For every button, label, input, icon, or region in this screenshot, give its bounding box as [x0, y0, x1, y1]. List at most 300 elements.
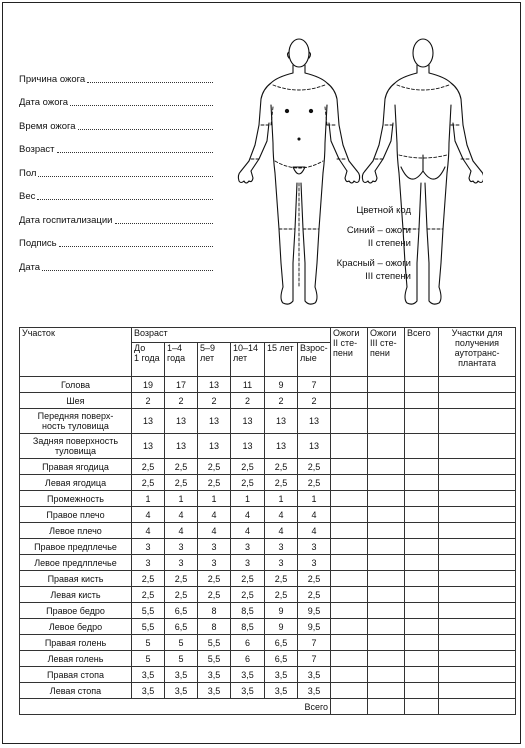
form-field[interactable] — [19, 85, 213, 109]
form-sheet — [2, 2, 521, 744]
entry-cell[interactable] — [405, 683, 439, 699]
entry-cell[interactable] — [331, 603, 368, 619]
zone-cell — [20, 667, 132, 683]
percent-cell: 2,5 — [265, 587, 298, 603]
zone-label: туловища — [54, 446, 97, 456]
percent-cell: 4 — [265, 507, 298, 523]
header-line: 1–4 — [167, 343, 183, 353]
form-field-label: Дата — [19, 261, 41, 273]
age-group-header — [198, 343, 231, 377]
entry-cell[interactable] — [405, 377, 439, 393]
percent-cell: 3,5 — [298, 683, 331, 699]
table-row — [20, 539, 516, 555]
entry-cell[interactable] — [439, 393, 516, 409]
table-row — [20, 459, 516, 475]
percent-cell: 9 — [265, 603, 298, 619]
percent-cell: 6 — [231, 635, 265, 651]
form-field-label: Подпись — [19, 238, 57, 249]
entry-cell[interactable] — [405, 507, 439, 523]
header-line: Ожоги — [370, 328, 397, 338]
table-row — [20, 555, 516, 571]
percent-cell: 13 — [165, 434, 198, 459]
entry-cell[interactable] — [331, 377, 368, 393]
entry-cell[interactable] — [331, 459, 368, 475]
zone-cell — [20, 555, 132, 571]
form-field-label: Дата ожога — [19, 97, 69, 108]
percent-cell: 4 — [298, 507, 331, 523]
percent-cell: 13 — [198, 377, 231, 393]
percent-cell: 9,5 — [298, 603, 331, 619]
entry-cell[interactable] — [331, 619, 368, 635]
table-row — [20, 683, 516, 699]
percent-cell: 2,5 — [298, 459, 331, 475]
header-line: лет — [200, 353, 215, 363]
zone-label: Голова — [60, 379, 91, 390]
entry-cell[interactable] — [405, 459, 439, 475]
percent-cell: 5 — [132, 635, 165, 651]
entry-cell[interactable] — [405, 393, 439, 409]
entry-cell[interactable] — [405, 587, 439, 603]
age-group-header — [231, 343, 265, 377]
entry-cell[interactable] — [405, 651, 439, 667]
entry-cell[interactable] — [331, 635, 368, 651]
entry-cell[interactable] — [439, 459, 516, 475]
form-field[interactable] — [19, 132, 213, 156]
percent-cell: 2,5 — [165, 459, 198, 475]
header-line: Участки для — [451, 328, 503, 338]
percent-cell: 8 — [198, 619, 231, 635]
zone-label: Левое предлплечье — [34, 557, 117, 568]
table-row — [20, 434, 516, 459]
percent-cell: 4 — [231, 523, 265, 539]
zone-cell — [20, 683, 132, 699]
entry-cell[interactable] — [439, 603, 516, 619]
entry-cell[interactable] — [439, 507, 516, 523]
percent-cell: 2 — [165, 393, 198, 409]
percent-cell: 4 — [198, 523, 231, 539]
legend-red-line-1: Красный – ожоги — [336, 258, 411, 269]
zone-label: Левое плечо — [49, 525, 102, 536]
entry-cell[interactable] — [368, 459, 405, 475]
percent-cell: 3 — [265, 539, 298, 555]
entry-cell[interactable] — [331, 571, 368, 587]
form-field-label: Время ожога — [19, 120, 76, 132]
form-field-blank[interactable] — [37, 198, 213, 200]
table-row — [20, 603, 516, 619]
percent-cell: 3,5 — [265, 683, 298, 699]
entry-cell[interactable] — [439, 475, 516, 491]
zone-label: Правая ягодица — [42, 461, 109, 472]
header-line: 10–14 — [233, 343, 259, 353]
patient-fields — [19, 61, 213, 273]
entry-cell[interactable] — [331, 491, 368, 507]
percent-cell: 5,5 — [198, 651, 231, 667]
entry-cell[interactable] — [405, 539, 439, 555]
zone-label: Правая голень — [44, 637, 107, 648]
header-line: 15 лет — [267, 343, 294, 353]
form-field-label: Дата госпитализации — [19, 214, 113, 226]
percent-cell: 6,5 — [165, 619, 198, 635]
percent-cell: 2,5 — [165, 587, 198, 603]
legend-blue-line-2: II степени — [367, 238, 411, 249]
age-group-header — [265, 343, 298, 377]
table-row — [20, 409, 516, 434]
entry-cell[interactable] — [331, 587, 368, 603]
percent-cell: 4 — [198, 507, 231, 523]
entry-cell[interactable] — [368, 619, 405, 635]
percent-cell: 2,5 — [265, 475, 298, 491]
percent-cell: 1 — [298, 491, 331, 507]
entry-cell[interactable] — [368, 571, 405, 587]
form-field-blank[interactable] — [87, 81, 213, 83]
total-header: Всего — [405, 328, 439, 377]
percent-cell: 2,5 — [198, 459, 231, 475]
entry-cell[interactable] — [368, 603, 405, 619]
percent-cell: 4 — [165, 523, 198, 539]
percent-cell: 4 — [165, 507, 198, 523]
zone-label: Задняя поверхность — [32, 436, 119, 446]
percent-cell: 13 — [132, 409, 165, 434]
zone-label: Передняя поверх- — [37, 411, 114, 421]
percent-cell: 4 — [231, 507, 265, 523]
percent-cell: 13 — [165, 409, 198, 434]
percent-cell: 2,5 — [231, 475, 265, 491]
form-field[interactable] — [19, 226, 213, 250]
zone-cell — [20, 539, 132, 555]
form-field-blank[interactable] — [78, 128, 213, 130]
entry-cell[interactable] — [439, 683, 516, 699]
form-field[interactable] — [19, 202, 213, 226]
percent-cell: 13 — [198, 434, 231, 459]
percent-cell: 1 — [265, 491, 298, 507]
percent-cell: 1 — [231, 491, 265, 507]
percent-cell: 3,5 — [165, 667, 198, 683]
percent-cell: 3 — [298, 539, 331, 555]
percent-cell: 6,5 — [265, 635, 298, 651]
percent-cell: 7 — [298, 651, 331, 667]
total-entry-cell[interactable] — [405, 699, 439, 715]
entry-cell[interactable] — [405, 475, 439, 491]
entry-cell[interactable] — [439, 491, 516, 507]
entry-cell[interactable] — [331, 539, 368, 555]
entry-cell[interactable] — [405, 571, 439, 587]
zone-label: Правое плечо — [46, 509, 105, 520]
percent-cell: 2,5 — [265, 459, 298, 475]
zone-label: Левая ягодица — [44, 477, 107, 488]
entry-cell[interactable] — [368, 683, 405, 699]
form-field-label: Пол — [19, 167, 37, 179]
header-line: аутотранс- — [454, 348, 500, 358]
percent-cell: 2,5 — [231, 459, 265, 475]
entry-cell[interactable] — [439, 539, 516, 555]
percent-cell: 2 — [198, 393, 231, 409]
percent-cell: 2,5 — [132, 571, 165, 587]
form-field-label: Причина ожога — [19, 73, 86, 85]
header-line: пени — [333, 348, 353, 358]
entry-cell[interactable] — [331, 555, 368, 571]
zone-label: Левая кисть — [50, 589, 101, 600]
percent-cell: 3 — [132, 555, 165, 571]
percent-cell: 11 — [231, 377, 265, 393]
entry-cell[interactable] — [368, 635, 405, 651]
form-field-blank[interactable] — [59, 245, 213, 247]
percent-cell: 2,5 — [298, 571, 331, 587]
zone-label: Левая стопа — [49, 685, 102, 696]
percent-cell: 2,5 — [132, 587, 165, 603]
header-line: пени — [370, 348, 390, 358]
header-line: 1 года — [134, 353, 160, 363]
percent-cell: 3 — [165, 539, 198, 555]
entry-cell[interactable] — [368, 491, 405, 507]
percent-cell: 3,5 — [165, 683, 198, 699]
entry-cell[interactable] — [331, 667, 368, 683]
entry-cell[interactable] — [331, 523, 368, 539]
percent-cell: 5 — [132, 651, 165, 667]
percent-cell: 3 — [132, 539, 165, 555]
zone-cell — [20, 491, 132, 507]
total-entry-cell[interactable] — [331, 699, 368, 715]
percent-cell: 13 — [231, 434, 265, 459]
form-field-blank[interactable] — [57, 151, 213, 153]
percent-cell: 2,5 — [231, 571, 265, 587]
header-line: До — [134, 343, 146, 353]
zone-cell — [20, 377, 132, 393]
entry-cell[interactable] — [439, 587, 516, 603]
percent-cell: 2,5 — [198, 475, 231, 491]
entry-cell[interactable] — [439, 434, 516, 459]
entry-cell[interactable] — [439, 651, 516, 667]
zone-cell — [20, 459, 132, 475]
burn-ii-header — [331, 328, 368, 377]
form-field-blank[interactable] — [38, 175, 213, 177]
percent-cell: 1 — [198, 491, 231, 507]
percent-cell: 3 — [198, 555, 231, 571]
zone-cell — [20, 651, 132, 667]
form-field[interactable] — [19, 179, 213, 203]
total-entry-cell[interactable] — [439, 699, 516, 715]
header-line: 5–9 — [200, 343, 216, 353]
zone-cell — [20, 393, 132, 409]
header-line: получения — [455, 338, 500, 348]
percent-cell: 9 — [265, 619, 298, 635]
entry-cell[interactable] — [439, 409, 516, 434]
entry-cell[interactable] — [439, 555, 516, 571]
percent-cell: 4 — [265, 523, 298, 539]
percent-cell: 3 — [231, 555, 265, 571]
percent-cell: 13 — [265, 409, 298, 434]
percent-cell: 13 — [298, 409, 331, 434]
entry-cell[interactable] — [368, 555, 405, 571]
entry-cell[interactable] — [405, 491, 439, 507]
table-row — [20, 523, 516, 539]
entry-cell[interactable] — [331, 475, 368, 491]
table-row — [20, 507, 516, 523]
entry-cell[interactable] — [368, 434, 405, 459]
zone-cell — [20, 507, 132, 523]
percent-cell: 2,5 — [198, 571, 231, 587]
zone-cell — [20, 571, 132, 587]
entry-cell[interactable] — [405, 523, 439, 539]
form-field[interactable] — [19, 155, 213, 179]
zone-cell — [20, 619, 132, 635]
percent-cell: 3 — [265, 555, 298, 571]
percent-cell: 3,5 — [198, 667, 231, 683]
entry-cell[interactable] — [405, 667, 439, 683]
entry-cell[interactable] — [405, 434, 439, 459]
entry-cell[interactable] — [405, 619, 439, 635]
entry-cell[interactable] — [331, 651, 368, 667]
form-field[interactable] — [19, 249, 213, 273]
zone-cell — [20, 409, 132, 434]
form-field-blank[interactable] — [70, 104, 213, 106]
entry-cell[interactable] — [331, 434, 368, 459]
percent-cell: 3,5 — [132, 667, 165, 683]
percent-cell: 7 — [298, 377, 331, 393]
zone-label: Правая стопа — [47, 669, 104, 680]
age-group-header — [132, 343, 165, 377]
form-field-blank[interactable] — [115, 222, 214, 224]
entry-cell[interactable] — [439, 523, 516, 539]
entry-cell[interactable] — [439, 635, 516, 651]
percent-cell: 3,5 — [198, 683, 231, 699]
percent-cell: 13 — [198, 409, 231, 434]
percent-cell: 3 — [198, 539, 231, 555]
entry-cell[interactable] — [368, 507, 405, 523]
table-row — [20, 393, 516, 409]
zone-cell — [20, 587, 132, 603]
entry-cell[interactable] — [368, 587, 405, 603]
entry-cell[interactable] — [368, 393, 405, 409]
entry-cell[interactable] — [439, 667, 516, 683]
percent-cell: 3,5 — [231, 667, 265, 683]
percent-cell: 13 — [298, 434, 331, 459]
percent-cell: 17 — [165, 377, 198, 393]
table-row — [20, 651, 516, 667]
zone-cell — [20, 475, 132, 491]
percent-cell: 5 — [165, 635, 198, 651]
form-field-label: Вес — [19, 191, 36, 202]
percent-cell: 2,5 — [165, 571, 198, 587]
percent-cell: 2 — [265, 393, 298, 409]
percent-cell: 2 — [298, 393, 331, 409]
percent-cell: 3 — [165, 555, 198, 571]
entry-cell[interactable] — [368, 651, 405, 667]
percent-cell: 8,5 — [231, 603, 265, 619]
percent-cell: 5,5 — [132, 603, 165, 619]
percent-cell: 4 — [132, 507, 165, 523]
percent-cell: 3,5 — [265, 667, 298, 683]
entry-cell[interactable] — [405, 635, 439, 651]
percent-cell: 3,5 — [132, 683, 165, 699]
entry-cell[interactable] — [331, 409, 368, 434]
age-header: Возраст — [132, 328, 331, 343]
percent-cell: 5 — [165, 651, 198, 667]
entry-cell[interactable] — [368, 539, 405, 555]
entry-cell[interactable] — [368, 409, 405, 434]
percent-cell: 2,5 — [298, 587, 331, 603]
percent-cell: 6 — [231, 651, 265, 667]
percent-cell: 2,5 — [298, 475, 331, 491]
percent-cell: 19 — [132, 377, 165, 393]
zone-label: Промежность — [47, 493, 104, 504]
entry-cell[interactable] — [439, 619, 516, 635]
form-field[interactable] — [19, 108, 213, 132]
entry-cell[interactable] — [405, 603, 439, 619]
form-field-blank[interactable] — [42, 269, 213, 271]
header-line: года — [167, 353, 186, 363]
entry-cell[interactable] — [405, 555, 439, 571]
percent-cell: 2 — [132, 393, 165, 409]
percent-cell: 8,5 — [231, 619, 265, 635]
percent-cell: 6,5 — [265, 651, 298, 667]
percent-cell: 2 — [231, 393, 265, 409]
table-row — [20, 571, 516, 587]
percent-cell: 3,5 — [298, 667, 331, 683]
zone-cell — [20, 635, 132, 651]
percent-cell: 9,5 — [298, 619, 331, 635]
percent-cell: 2,5 — [198, 587, 231, 603]
table-row — [20, 635, 516, 651]
graft-header — [439, 328, 516, 377]
entry-cell[interactable] — [331, 683, 368, 699]
header-line: Ожоги — [333, 328, 360, 338]
percent-cell: 3 — [231, 539, 265, 555]
entry-cell[interactable] — [368, 377, 405, 393]
legend-blue-line-1: Синий – ожоги — [346, 225, 411, 236]
header-line: III сте- — [370, 338, 397, 348]
percent-cell: 1 — [165, 491, 198, 507]
zone-label: Левое бедро — [48, 621, 103, 632]
percent-cell: 4 — [298, 523, 331, 539]
table-row — [20, 587, 516, 603]
table-row — [20, 619, 516, 635]
percent-cell: 5,5 — [132, 619, 165, 635]
entry-cell[interactable] — [368, 523, 405, 539]
zone-cell — [20, 603, 132, 619]
entry-cell[interactable] — [331, 393, 368, 409]
legend-title: Цветной код — [356, 205, 411, 216]
percent-cell: 4 — [132, 523, 165, 539]
percent-cell: 2,5 — [265, 571, 298, 587]
entry-cell[interactable] — [331, 507, 368, 523]
percent-cell: 3,5 — [231, 683, 265, 699]
percent-cell: 2,5 — [132, 475, 165, 491]
form-field-label: Возраст — [19, 144, 55, 155]
zone-label: Правая кисть — [47, 573, 104, 584]
total-entry-cell[interactable] — [368, 699, 405, 715]
percent-cell: 1 — [132, 491, 165, 507]
entry-cell[interactable] — [439, 377, 516, 393]
total-row — [20, 699, 516, 715]
table-row — [20, 667, 516, 683]
zone-header: Участок — [20, 328, 132, 377]
burn-iii-header — [368, 328, 405, 377]
header-line: лые — [300, 353, 317, 363]
entry-cell[interactable] — [368, 475, 405, 491]
entry-cell[interactable] — [405, 409, 439, 434]
zone-label: Правое бедро — [46, 605, 105, 616]
entry-cell[interactable] — [368, 667, 405, 683]
entry-cell[interactable] — [439, 571, 516, 587]
zone-cell — [20, 434, 132, 459]
header-line: Взрос- — [300, 343, 328, 353]
color-code-legend — [319, 205, 411, 284]
percent-cell: 2,5 — [231, 587, 265, 603]
zone-label: Левая голень — [47, 653, 104, 664]
form-field[interactable] — [19, 61, 213, 85]
header-line: плантата — [458, 358, 497, 368]
zone-label: ность туловища — [42, 421, 109, 431]
